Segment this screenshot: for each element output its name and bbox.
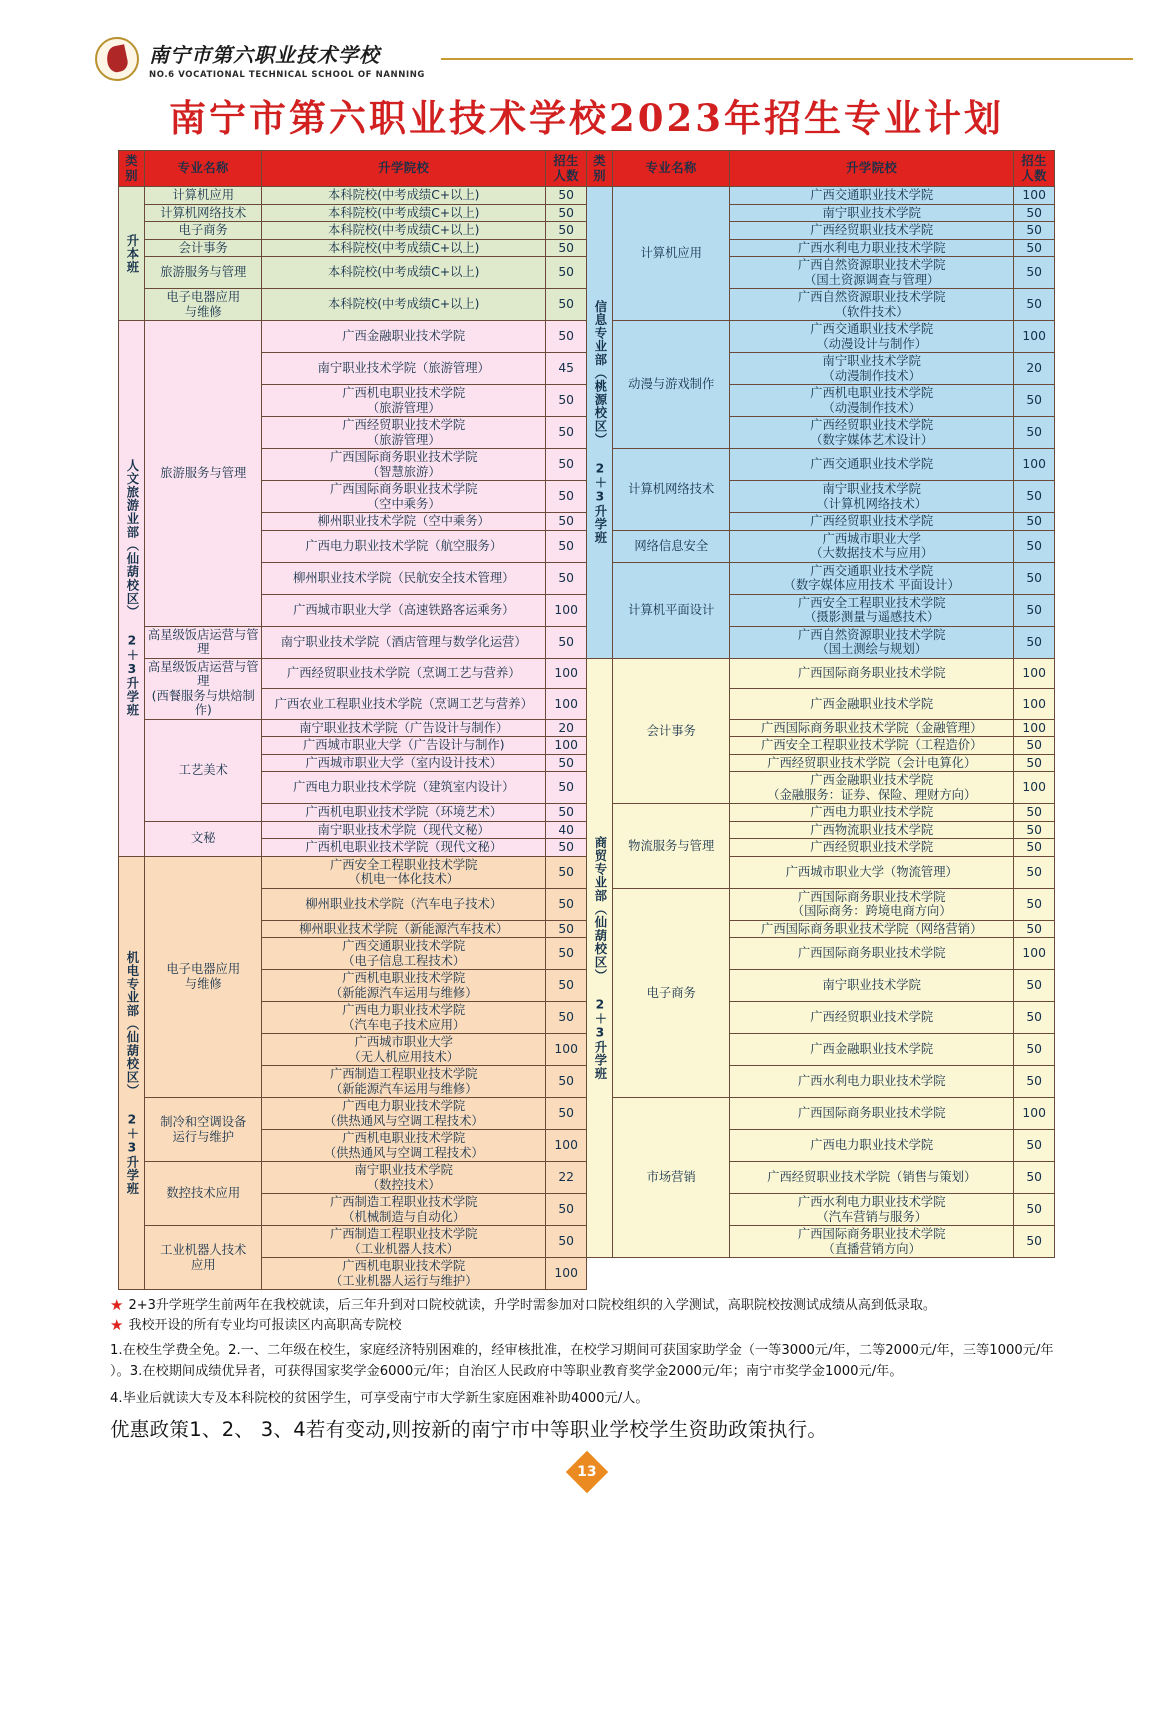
school-name: 本科院校(中考成绩C+以上) (262, 289, 546, 321)
enrollment-count: 50 (1014, 222, 1055, 240)
school-name: 南宁职业技术学院 （动漫制作技术） (730, 353, 1014, 385)
empty-cell (1014, 1258, 1055, 1290)
school-name: 南宁职业技术学院（旅游管理） (262, 353, 546, 385)
page-header (0, 0, 1173, 86)
school-name: 南宁职业技术学院（酒店管理与数学化运营） (262, 626, 546, 658)
major-name: 电子商务 (145, 222, 262, 240)
enrollment-count: 50 (546, 530, 587, 562)
category-label (119, 321, 145, 857)
enrollment-count: 50 (1014, 1226, 1055, 1258)
school-name: 广西机电职业技术学院（环境艺术） (262, 804, 546, 822)
school-name: 广西国际商务职业技术学院 （空中乘务） (262, 481, 546, 513)
school-name: 广西机电职业技术学院（现代文秘） (262, 839, 546, 857)
school-name: 广西经贸职业技术学院（会计电算化） (730, 754, 1014, 772)
school-name: 广西国际商务职业技术学院 （智慧旅游） (262, 449, 546, 481)
table-body (119, 187, 1055, 1290)
enrollment-count: 100 (546, 1034, 587, 1066)
enrollment-count: 100 (546, 658, 587, 689)
enrollment-count: 50 (1014, 1034, 1055, 1066)
category-label (119, 187, 145, 321)
empty-cell (613, 1258, 730, 1290)
school-name: 广西机电职业技术学院 （新能源汽车运用与维修） (262, 970, 546, 1002)
school-name: 南宁职业技术学院 （数控技术） (262, 1162, 546, 1194)
major-name: 工艺美术 (145, 719, 262, 821)
enrollment-count: 50 (546, 1194, 587, 1226)
school-name: 广西农业工程职业技术学院（烹调工艺与营养） (262, 689, 546, 720)
enrollment-count: 100 (1014, 689, 1055, 720)
policy-text: 1.在校生学费全免。2.一、二年级在校生，家庭经济特别困难的，经审核批准，在校学习期间可获国家助学金（一等3000元/年，二等2000元/年，三等1000元/年 ）。3.在校期间成绩优异者，可获得国家奖学金6000元/年；自治区人民政府中等职业教育奖学金2000元/年；南宁市奖学金1000元/年。 (110, 1343, 1054, 1379)
enrollment-count: 50 (1014, 856, 1055, 888)
major-name: 电子电器应用 与维修 (145, 289, 262, 321)
col-count-left: 招生人数 (546, 151, 587, 187)
enrollment-count: 100 (1014, 719, 1055, 737)
enrollment-count: 50 (546, 385, 587, 417)
enrollment-count: 50 (1014, 821, 1055, 839)
enrollment-count: 50 (546, 321, 587, 353)
major-name: 动漫与游戏制作 (613, 321, 730, 449)
enrollment-count: 50 (546, 888, 587, 920)
school-name: 广西电力职业技术学院 (730, 1130, 1014, 1162)
school-name: 广西城市职业大学 （无人机应用技术） (262, 1034, 546, 1066)
category-text: 升本班 (124, 233, 139, 274)
school-name: 广西国际商务职业技术学院（网络营销） (730, 920, 1014, 938)
table-row (119, 658, 1055, 689)
school-name: 本科院校(中考成绩C+以上) (262, 257, 546, 289)
major-name: 计算机应用 (145, 187, 262, 205)
school-name: 广西水利电力职业技术学院 (730, 1066, 1014, 1098)
school-name: 广西经贸职业技术学院（销售与策划） (730, 1162, 1014, 1194)
enrollment-count: 50 (546, 257, 587, 289)
school-name: 广西电力职业技术学院 （供热通风与空调工程技术） (262, 1098, 546, 1130)
enrollment-count: 50 (546, 626, 587, 658)
major-name: 数控技术应用 (145, 1162, 262, 1226)
enrollment-count: 50 (546, 804, 587, 822)
enrollment-count: 100 (546, 689, 587, 720)
enrollment-count: 50 (1014, 754, 1055, 772)
col-count-right: 招生人数 (1014, 151, 1055, 187)
major-name: 电子电器应用 与维修 (145, 856, 262, 1098)
enrollment-count: 50 (1014, 626, 1055, 658)
school-name: 广西城市职业大学（广告设计与制作) (262, 737, 546, 755)
major-name: 计算机应用 (613, 187, 730, 321)
enrollment-count: 100 (546, 737, 587, 755)
school-name: 广西金融职业技术学院 (730, 689, 1014, 720)
note-star-2 (110, 1317, 1055, 1335)
enrollment-count: 50 (546, 513, 587, 531)
category-text: 机电专业部（仙葫校区） 2＋3升学班 (124, 950, 139, 1195)
table-header-row (119, 151, 1055, 187)
enrollment-count: 50 (1014, 920, 1055, 938)
note-star-2-text: 我校开设的所有专业均可报读区内高职高专院校 (128, 1317, 402, 1333)
enrollment-count: 50 (546, 772, 587, 804)
col-category-left: 类别 (119, 151, 145, 187)
enrollment-count: 50 (546, 1226, 587, 1258)
school-name-en: NO.6 VOCATIONAL TECHNICAL SCHOOL OF NANNING (149, 69, 426, 80)
major-name: 旅游服务与管理 (145, 321, 262, 627)
plan-table-wrapper (0, 150, 1173, 1290)
school-name: 广西制造工程职业技术学院 （机械制造与自动化） (262, 1194, 546, 1226)
school-name: 柳州职业技术学院（民航安全技术管理） (262, 562, 546, 594)
enrollment-count: 50 (546, 481, 587, 513)
category-text: 人文旅游业部（仙葫校区） 2＋3升学班 (124, 459, 139, 718)
enrollment-count: 50 (1014, 970, 1055, 1002)
school-name: 广西制造工程职业技术学院 （工业机器人技术） (262, 1226, 546, 1258)
category-text: 信息专业部（桃源校区） 2＋3升学班 (592, 300, 607, 545)
table-row (119, 187, 1055, 205)
enrollment-count: 100 (1014, 187, 1055, 205)
enrollment-count: 50 (1014, 204, 1055, 222)
major-name: 高星级饭店运营与管理 (西餐服务与烘焙制作) (145, 658, 262, 719)
star-icon: ★ (110, 1296, 124, 1314)
school-logo-icon (95, 37, 139, 81)
enrollment-count: 50 (1014, 385, 1055, 417)
major-name: 物流服务与管理 (613, 804, 730, 889)
school-name: 广西国际商务职业技术学院 (730, 658, 1014, 689)
school-name: 广西城市职业大学（高速铁路客运乘务） (262, 594, 546, 626)
school-name: 广西安全工程职业技术学院 （摄影测量与遥感技术） (730, 594, 1014, 626)
school-name: 广西制造工程职业技术学院 （新能源汽车运用与维修） (262, 1066, 546, 1098)
enrollment-count: 50 (546, 1098, 587, 1130)
notes-section (0, 1290, 1173, 1445)
school-name-block (149, 39, 425, 80)
col-major-right: 专业名称 (613, 151, 730, 187)
school-name: 广西电力职业技术学院 （汽车电子技术应用） (262, 1002, 546, 1034)
enrollment-count: 50 (546, 970, 587, 1002)
enrollment-count: 50 (1014, 1130, 1055, 1162)
enrollment-count: 20 (546, 719, 587, 737)
enrollment-count: 50 (1014, 1066, 1055, 1098)
school-name: 广西城市职业大学 （大数据技术与应用） (730, 530, 1014, 562)
enrollment-count: 100 (1014, 938, 1055, 970)
school-name: 广西电力职业技术学院（航空服务） (262, 530, 546, 562)
school-name: 广西经贸职业技术学院 (730, 839, 1014, 857)
enrollment-count: 50 (546, 204, 587, 222)
school-name: 广西自然资源职业技术学院 （国土测绘与规划） (730, 626, 1014, 658)
policy-notice: 优惠政策1、2、 3、4若有变动,则按新的南宁市中等职业学校学生资助政策执行。 (110, 1418, 828, 1442)
school-name: 广西金融职业技术学院 (262, 321, 546, 353)
enrollment-count: 100 (546, 594, 587, 626)
category-label (586, 187, 612, 659)
school-name: 广西交通职业技术学院 （数字媒体应用技术 平面设计） (730, 562, 1014, 594)
school-name: 广西电力职业技术学院（建筑室内设计） (262, 772, 546, 804)
enrollment-count: 50 (1014, 737, 1055, 755)
table-head (119, 151, 1055, 187)
school-name: 广西机电职业技术学院 （工业机器人运行与维护） (262, 1258, 546, 1290)
major-name: 电子商务 (613, 888, 730, 1098)
page-number-text: 13 (576, 1463, 597, 1480)
page-number-wrapper (0, 1457, 1173, 1487)
star-icon: ★ (110, 1315, 124, 1334)
school-name: 柳州职业技术学院（汽车电子技术） (262, 888, 546, 920)
enrollment-count: 50 (546, 754, 587, 772)
policy-text-4: 4.毕业后就读大专及本科院校的贫困学生，可享受南宁市大学新生家庭困难补助4000元/人。 (110, 1391, 649, 1406)
enrollment-count: 45 (546, 353, 587, 385)
enrollment-count: 50 (546, 1066, 587, 1098)
school-name: 广西经贸职业技术学院 （旅游管理） (262, 417, 546, 449)
category-label (586, 658, 612, 1258)
empty-cell (730, 1258, 1014, 1290)
page-title: 南宁市第六职业技术学校2023年招生专业计划 (169, 96, 1004, 140)
school-name: 广西机电职业技术学院 （旅游管理） (262, 385, 546, 417)
major-name: 计算机网络技术 (613, 449, 730, 531)
school-name: 广西交通职业技术学院 （电子信息工程技术） (262, 938, 546, 970)
school-name: 广西交通职业技术学院 （动漫设计与制作） (730, 321, 1014, 353)
school-name: 广西国际商务职业技术学院 (730, 938, 1014, 970)
enrollment-count: 50 (546, 417, 587, 449)
col-school-right: 升学院校 (730, 151, 1014, 187)
enrollment-count: 50 (1014, 289, 1055, 321)
school-name: 广西安全工程职业技术学院 （机电一体化技术） (262, 856, 546, 888)
enrollment-count: 50 (1014, 888, 1055, 920)
enrollment-count: 50 (1014, 804, 1055, 822)
enrollment-count: 22 (546, 1162, 587, 1194)
note-star-1 (110, 1297, 1055, 1315)
enrollment-count: 50 (1014, 239, 1055, 257)
enrollment-count: 50 (546, 222, 587, 240)
school-name: 南宁职业技术学院（现代文秘） (262, 821, 546, 839)
school-name: 广西自然资源职业技术学院 （国土资源调查与管理） (730, 257, 1014, 289)
school-name: 广西交通职业技术学院 (730, 187, 1014, 205)
school-name: 广西金融职业技术学院 (730, 1034, 1014, 1066)
enrollment-count: 50 (1014, 594, 1055, 626)
page-number-badge (565, 1450, 607, 1492)
flame-emblem-icon (105, 44, 130, 74)
major-name: 高星级饭店运营与管理 (145, 626, 262, 658)
school-name: 广西经贸职业技术学院 (730, 1002, 1014, 1034)
school-name: 广西安全工程职业技术学院（工程造价） (730, 737, 1014, 755)
school-name-cn: 南宁市第六职业技术学校 (149, 42, 380, 67)
enrollment-count: 50 (1014, 417, 1055, 449)
school-name: 本科院校(中考成绩C+以上) (262, 222, 546, 240)
school-name: 广西国际商务职业技术学院 （直播营销方向） (730, 1226, 1014, 1258)
school-name: 广西经贸职业技术学院（烹调工艺与营养） (262, 658, 546, 689)
col-school-left: 升学院校 (262, 151, 546, 187)
major-name: 计算机网络技术 (145, 204, 262, 222)
major-name: 文秘 (145, 821, 262, 856)
enrollment-count: 20 (1014, 353, 1055, 385)
enrollment-count: 50 (546, 938, 587, 970)
major-name: 市场营销 (613, 1098, 730, 1258)
col-major-left: 专业名称 (145, 151, 262, 187)
enrollment-count: 50 (546, 449, 587, 481)
school-name: 广西国际商务职业技术学院（金融管理） (730, 719, 1014, 737)
enrollment-count: 100 (1014, 321, 1055, 353)
major-name: 会计事务 (613, 658, 730, 804)
school-name: 广西城市职业大学（室内设计技术） (262, 754, 546, 772)
enrollment-count: 50 (1014, 513, 1055, 531)
major-name: 会计事务 (145, 239, 262, 257)
enrollment-count: 50 (546, 562, 587, 594)
col-category-right: 类别 (586, 151, 612, 187)
school-name: 广西经贸职业技术学院 （数字媒体艺术设计） (730, 417, 1014, 449)
school-name: 广西机电职业技术学院 （动漫制作技术） (730, 385, 1014, 417)
school-name: 广西物流职业技术学院 (730, 821, 1014, 839)
enrollment-count: 100 (1014, 1098, 1055, 1130)
enrollment-count: 50 (546, 839, 587, 857)
enrollment-count: 50 (1014, 257, 1055, 289)
major-name: 计算机平面设计 (613, 562, 730, 658)
school-name: 柳州职业技术学院（新能源汽车技术） (262, 920, 546, 938)
enrollment-count: 50 (546, 187, 587, 205)
enrollment-count: 100 (1014, 449, 1055, 481)
enrollment-count: 50 (1014, 1002, 1055, 1034)
enrollment-count: 50 (1014, 562, 1055, 594)
empty-cell (586, 1258, 612, 1290)
school-name: 本科院校(中考成绩C+以上) (262, 239, 546, 257)
school-name: 广西国际商务职业技术学院 (730, 1098, 1014, 1130)
enrollment-count: 50 (1014, 1194, 1055, 1226)
enrollment-count: 50 (546, 289, 587, 321)
enrollment-count: 100 (1014, 772, 1055, 804)
major-name: 旅游服务与管理 (145, 257, 262, 289)
school-name: 广西交通职业技术学院 (730, 449, 1014, 481)
major-name: 制冷和空调设备 运行与维护 (145, 1098, 262, 1162)
school-name: 本科院校(中考成绩C+以上) (262, 204, 546, 222)
school-name: 南宁职业技术学院 （计算机网络技术） (730, 481, 1014, 513)
school-name: 广西电力职业技术学院 (730, 804, 1014, 822)
major-name: 网络信息安全 (613, 530, 730, 562)
school-name: 广西经贸职业技术学院 (730, 513, 1014, 531)
school-name: 广西城市职业大学（物流管理） (730, 856, 1014, 888)
enrollment-count: 100 (1014, 658, 1055, 689)
school-name: 本科院校(中考成绩C+以上) (262, 187, 546, 205)
enrollment-count: 100 (546, 1258, 587, 1290)
enrollment-plan-table (118, 150, 1055, 1290)
major-name: 工业机器人技术 应用 (145, 1226, 262, 1290)
category-text: 商贸专业部（仙葫校区） 2＋3升学班 (592, 835, 607, 1080)
category-label (119, 856, 145, 1290)
enrollment-count: 50 (546, 856, 587, 888)
school-name: 南宁职业技术学院（广告设计与制作） (262, 719, 546, 737)
school-name: 南宁职业技术学院 (730, 204, 1014, 222)
school-name: 广西经贸职业技术学院 (730, 222, 1014, 240)
school-name: 柳州职业技术学院（空中乘务） (262, 513, 546, 531)
school-name: 广西水利电力职业技术学院 （汽车营销与服务） (730, 1194, 1014, 1226)
enrollment-count: 50 (1014, 1162, 1055, 1194)
school-name: 广西国际商务职业技术学院 （国际商务：跨境电商方向） (730, 888, 1014, 920)
school-name: 广西金融职业技术学院 （金融服务：证券、保险、理财方向） (730, 772, 1014, 804)
enrollment-count: 50 (546, 239, 587, 257)
enrollment-count: 50 (1014, 530, 1055, 562)
school-name: 广西机电职业技术学院 （供热通风与空调工程技术） (262, 1130, 546, 1162)
note-star-1-text: 2+3升学班学生前两年在我校就读，后三年升到对口院校就读，升学时需参加对口院校组织的入学测试，高职院校按测试成绩从高到低录取。 (128, 1298, 936, 1313)
enrollment-count: 50 (1014, 481, 1055, 513)
enrollment-count: 50 (546, 920, 587, 938)
header-divider (441, 58, 1133, 60)
enrollment-count: 100 (546, 1130, 587, 1162)
school-name: 广西自然资源职业技术学院 （软件技术） (730, 289, 1014, 321)
enrollment-count: 50 (1014, 839, 1055, 857)
school-name: 广西水利电力职业技术学院 (730, 239, 1014, 257)
enrollment-count: 40 (546, 821, 587, 839)
school-name: 南宁职业技术学院 (730, 970, 1014, 1002)
enrollment-count: 50 (546, 1002, 587, 1034)
